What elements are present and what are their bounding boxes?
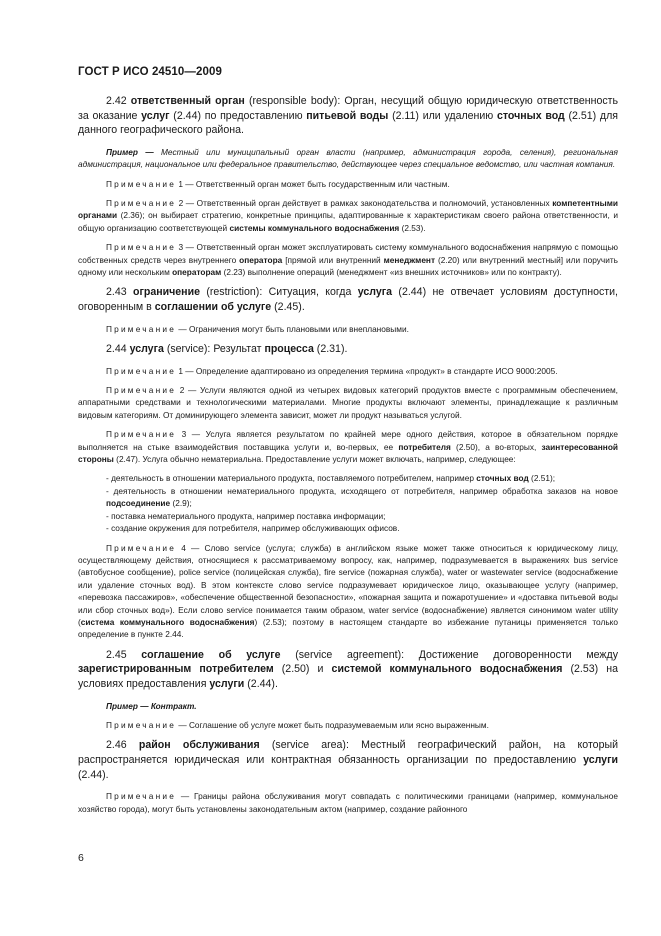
text-run: [прямой или внутренний [282, 254, 384, 265]
bold-term: соглашение об услуге [141, 648, 281, 661]
bold-term: питьевой воды [306, 109, 389, 122]
bold-term: оператора [239, 254, 283, 265]
term-definition [78, 738, 618, 782]
note-label: Примечание [106, 719, 177, 730]
note-label: Примечание [106, 323, 177, 334]
text-run: - деятельность в отношении нематериального продукта, исходящего от потребителя, например обработка заказов на новое [106, 485, 618, 496]
example-paragraph [78, 700, 618, 712]
list-item [78, 522, 618, 534]
text-run: 2 — Ответственный орган действует в рамках законодательства и полномочий, установленных [176, 198, 553, 208]
list-item [78, 485, 618, 510]
text-run: 1 — Определение адаптировано из определения термина «продукт» в стандарте ИСО 9000:2005. [176, 365, 558, 376]
note-paragraph [78, 428, 618, 465]
note-paragraph [78, 719, 618, 731]
term-definition [78, 342, 618, 357]
text-run: (2.47). Услуга обычно нематериальна. Предоставление услуги может включать, например, следующее: [113, 454, 516, 465]
text-run: 2.46 [106, 739, 139, 752]
text-run: 2.43 [106, 286, 133, 299]
text-run: (2.53). [399, 222, 426, 233]
bold-term: услуг [141, 109, 170, 122]
document-body [78, 94, 618, 822]
text-run: 3 — Услуга является результатом по крайней мере одного действия, которое в обязательном порядке выполняется на стыке взаимодействия поставщика услуги и, во-первых, ее [78, 429, 618, 452]
text-run: (2.44) не отвечает условиям доступности, оговоренным в [78, 286, 619, 314]
text-run: 2 — Услуги являются одной из четырех видовых категорий продуктов вместе с программным обеспечением, аппаратными средствами и технологическими материалами. Многие продукты включают элементы, принадлежащие к различным видовым категориям. От доминирующего элемента зависит, может ли продукт называться услугой. [78, 385, 618, 420]
text-run: (2.50), а во-вторых, [450, 441, 542, 452]
text-run: — Соглашение об услуге может быть подразумеваемым или ясно выраженным. [176, 719, 489, 730]
text-run: (2.31). [313, 343, 348, 356]
note-label: Примечание [106, 178, 177, 189]
bold-term: процесса [264, 343, 314, 356]
text-run: (2.44). [244, 677, 278, 690]
text-run: 2.45 [106, 648, 142, 661]
note-paragraph [78, 323, 618, 335]
note-label: Примечание [106, 542, 177, 553]
text-run: (2.45). [271, 301, 305, 314]
text-run: 1 — Ответственный орган может быть государственным или частным. [176, 178, 450, 189]
bold-term: операторам [172, 267, 222, 278]
text-run: (2.23) выполнение операций (менеджмент «из внешних источников» или по контракту). [221, 267, 562, 278]
bold-term: сточных вод [496, 109, 565, 122]
note-label: Примечание [106, 365, 177, 376]
text-run: (service area): Местный географический район, на который распространяется юридическая или контрактная обязанность организации по предоставлению [78, 739, 618, 766]
term-definition [78, 94, 618, 138]
text-run: — Границы района обслуживания могут совпадать с политическими границами (например, коммунальное хозяйство города), могут быть установлены законодательным актом (например, создание районного [78, 791, 618, 814]
text-run: (2.44) по предоставлению [169, 109, 307, 122]
example-paragraph [78, 146, 618, 171]
bold-term: компетентными органами [78, 198, 618, 221]
note-label: Примечание [106, 242, 177, 253]
text-run: - поставка нематериального продукта, например поставка информации; [106, 510, 386, 521]
text-run: (2.9); [170, 498, 192, 509]
note-label: Примечание [106, 791, 177, 802]
note-paragraph [78, 197, 618, 234]
text-run: - деятельность в отношении материального продукта, поставляемого потребителем, например [106, 473, 477, 484]
note-paragraph [78, 384, 618, 421]
text-run: 3 — Ответственный орган может эксплуатировать систему коммунального водоснабжения напрямую с помощью собственных средств через внутреннего [78, 242, 618, 265]
text-run: (2.36); он выбирает стратегию, конкретные принципы, адаптированные к характеристикам своего района ответственности, и общую организацию соответствующей [78, 210, 618, 233]
text-run: (2.53) на условиях предоставления [78, 663, 618, 690]
text-run: (restriction): Ситуация, когда [200, 286, 358, 299]
note-paragraph [78, 542, 618, 641]
bold-term: подсоединение [106, 498, 171, 509]
text-run: (responsible body): Орган, несущий общую юридическую ответственность за оказание [78, 95, 618, 122]
text-run: - создание окружения для потребителя, например обслуживающих офисов. [106, 523, 400, 534]
bold-term: Пример — [106, 146, 162, 157]
text-run: (2.51) для данного географического района. [78, 109, 619, 137]
text-run: 4 — Слово service (услуга; служба) в английском языке может также относиться к юридическому лицу, осуществляющему действия, относящиеся к рассматриваемому вопросу, как, например, подразумевается в выражениях bus service (автобусное сообщение), police service (полицейская служба), fire service (пожарная служба), water or wastewater service (водоснабжение или удаление сточных вод). В этом контексте слово service подразумевает юридическое лицо, оказывающее услугу (например, «перевозка пассажиров», «обеспечение общественной безопасности», «пожарная защита и пожаротушение» и «доставка питьевой воды или сбор сточных вод»). Если слово service понимается таким образом, water service (водоснабжение) является синонимом water utility ( [78, 542, 618, 627]
note-paragraph [78, 241, 618, 278]
text-run: — Ограничения могут быть плановыми или внеплановыми. [176, 323, 409, 334]
bold-term: Пример — Контракт. [106, 700, 197, 711]
bold-term: потребителя [398, 441, 451, 452]
text-run: (service): Результат [163, 343, 265, 356]
page-header-standard-title: ГОСТ Р ИСО 24510—2009 [78, 66, 223, 78]
text-run: Местный или муниципальный орган власти (например, администрация города, селения), региональная администрация, национальное или федеральное правительство, действующее через специальное ведомство, или частная компания. [78, 146, 618, 170]
text-run: ) (2.53); поэтому в настоящем стандарте во избежание путаницы применяется только определение в пункте 2.44. [78, 616, 618, 640]
bold-term: система коммунального водоснабжения [80, 616, 255, 627]
text-run: (service agreement): Достижение договоренности между [280, 648, 618, 661]
bold-term: менеджмент [383, 254, 436, 265]
text-run: (2.11) или удалению [388, 109, 497, 122]
bold-term: системой коммунального водоснабжения [331, 663, 563, 676]
bold-term: услуга [357, 286, 393, 299]
bold-term: зарегистрированным потребителем [78, 663, 274, 676]
bold-term: услуга [129, 343, 164, 356]
text-run: (2.50) и [273, 663, 332, 676]
bold-term: системы коммунального водоснабжения [229, 222, 400, 233]
text-run: (2.51); [528, 473, 556, 484]
bold-term: район обслуживания [138, 739, 260, 752]
text-run: (2.44). [78, 768, 109, 781]
list-item [78, 472, 618, 484]
note-paragraph [78, 790, 618, 815]
bold-term: соглашении об услуге [154, 301, 272, 314]
note-paragraph [78, 178, 618, 190]
page-number: 6 [78, 852, 84, 864]
note-label: Примечание [106, 429, 177, 440]
term-definition [78, 648, 618, 692]
note-label: Примечание [106, 385, 177, 396]
text-run: 2.44 [106, 343, 130, 356]
list-item [78, 510, 618, 522]
bold-term: ограничение [132, 286, 200, 299]
bold-term: услуги [583, 753, 618, 766]
bold-term: ответственный орган [130, 95, 245, 107]
bold-term: заинтересованной стороны [78, 441, 618, 465]
note-label: Примечание [106, 198, 177, 208]
term-definition [78, 285, 618, 314]
text-run: (2.20) или внутренний местный] или поручить одному или нескольким [78, 254, 618, 278]
bold-term: услуги [209, 677, 245, 690]
text-run: 2.42 [106, 95, 131, 107]
note-paragraph [78, 365, 618, 377]
bold-term: сточных вод [476, 473, 529, 484]
